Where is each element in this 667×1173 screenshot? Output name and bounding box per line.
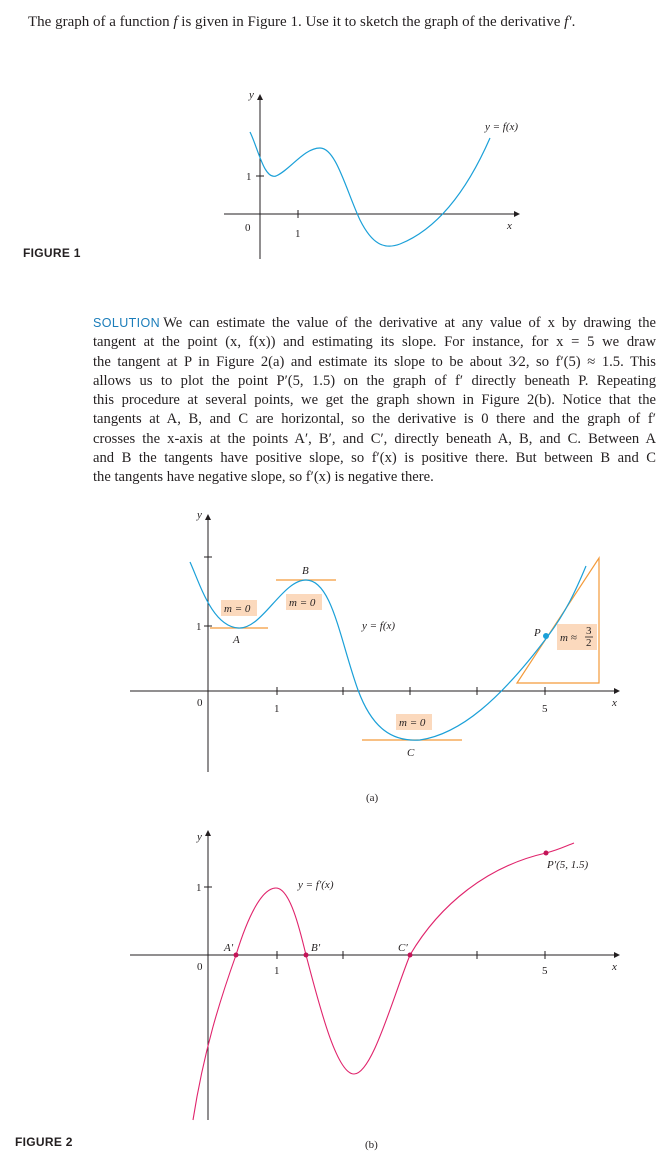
figure-2b-tick-y: 1 (196, 882, 202, 894)
figure-2a-slope-b: m = 0 (289, 597, 316, 609)
figure-2a-point-c: C (407, 747, 415, 759)
figure-2a-caption: (a) (366, 792, 379, 804)
figure-2a-slope-p-den: 2 (586, 637, 592, 649)
solution-line-3: the tangent at P in Figure 2(a) and estimate its slope to be about 3⁄2, so f′(5) ≈ 1.5. This (93, 353, 656, 370)
intro-part2: is given in Figure 1. Use it to sketch the graph of the derivative (177, 14, 565, 30)
figure-2a-curve-label: y = f(x) (362, 620, 396, 632)
figure-2b-origin: 0 (197, 961, 203, 973)
intro-fprime: f′ (564, 14, 572, 30)
figure-2a-point-a: A (233, 634, 240, 646)
figure-2b-point-b: B′ (311, 942, 321, 954)
figure-2a-tick-y: 1 (196, 621, 202, 633)
solution-line-4: allows us to plot the point P′(5, 1.5) on the graph of f′ directly beneath P. Repeating (93, 372, 656, 389)
figure-1-origin: 0 (245, 222, 251, 234)
figure-2b-y-label: y (197, 831, 202, 843)
figure-2a-slope-a: m = 0 (224, 603, 251, 615)
figure-2b-point-p-dot (544, 851, 549, 856)
figure-1-curve-label: y = f(x) (485, 121, 519, 133)
figure-1-y-label: y (249, 89, 254, 101)
figure-1-label: FIGURE 1 (23, 246, 81, 260)
figure-2a-x-label: x (612, 697, 617, 709)
figure-2b-x-label: x (612, 961, 617, 973)
figure-2a-tick-x1: 1 (274, 703, 280, 715)
figure-2a-point-b: B (302, 565, 309, 577)
solution-line-1: SOLUTION We can estimate the value of the derivative at any value of x by drawing the (93, 315, 656, 331)
figure-2b-tick-x5: 5 (542, 965, 548, 977)
figure-1-x-label: x (507, 220, 512, 232)
intro-f: f (173, 14, 178, 30)
figure-1-tick-y: 1 (246, 171, 252, 183)
figure-2b-fprime-curve (193, 843, 574, 1120)
figure-2b-curve-label: y = f′(x) (298, 879, 334, 891)
solution-line-9: the tangents have negative slope, so f′(x) is negative there. (93, 469, 434, 486)
intro-part1: The graph of a function (28, 14, 174, 30)
figure-2b-caption: (b) (365, 1139, 378, 1151)
figure-2b-point-a-dot (234, 953, 239, 958)
solution-line-8: and B the tangents have positive slope, so f′(x) is positive there. But between B and C (93, 450, 656, 467)
figure-2a-slope-p: m ≈ (560, 632, 577, 644)
figure-2a-y-label: y (197, 509, 202, 521)
solution-line-5: this procedure at several points, we get the graph shown in Figure 2(b). Notice that the (93, 392, 656, 409)
figure-2a-slope-c: m = 0 (399, 717, 426, 729)
figure-2b-point-b-dot (304, 953, 309, 958)
figure-1-tick-x: 1 (295, 228, 301, 240)
figure-2b-point-a: A′ (224, 942, 234, 954)
intro-part3: . (571, 14, 576, 30)
solution-line-2: tangent at the point (x, f(x)) and estimating its slope. For instance, for x = 5 we draw (93, 334, 656, 351)
figure-2b-tick-x1: 1 (274, 965, 280, 977)
solution-line-7: crosses the x-axis at the points A′, B′, and C′, directly beneath A, B, and C. Between A (93, 430, 656, 447)
figure-2b-point-c-dot (408, 953, 413, 958)
solution-heading: SOLUTION (93, 316, 161, 330)
figure-2a-origin: 0 (197, 697, 203, 709)
solution-line-6: tangents at A, B, and C are horizontal, so the derivative is 0 there and the graph of f′ (93, 411, 656, 428)
figure-2-label: FIGURE 2 (15, 1135, 73, 1149)
figure-2a-point-p: P (534, 627, 541, 639)
figure-2a-slope-p-num: 3 (586, 625, 592, 637)
figure-2b-point-c: C′ (398, 942, 408, 954)
figure-2b-point-p: P′(5, 1.5) (547, 859, 589, 871)
figure-2a-tick-x5: 5 (542, 703, 548, 715)
